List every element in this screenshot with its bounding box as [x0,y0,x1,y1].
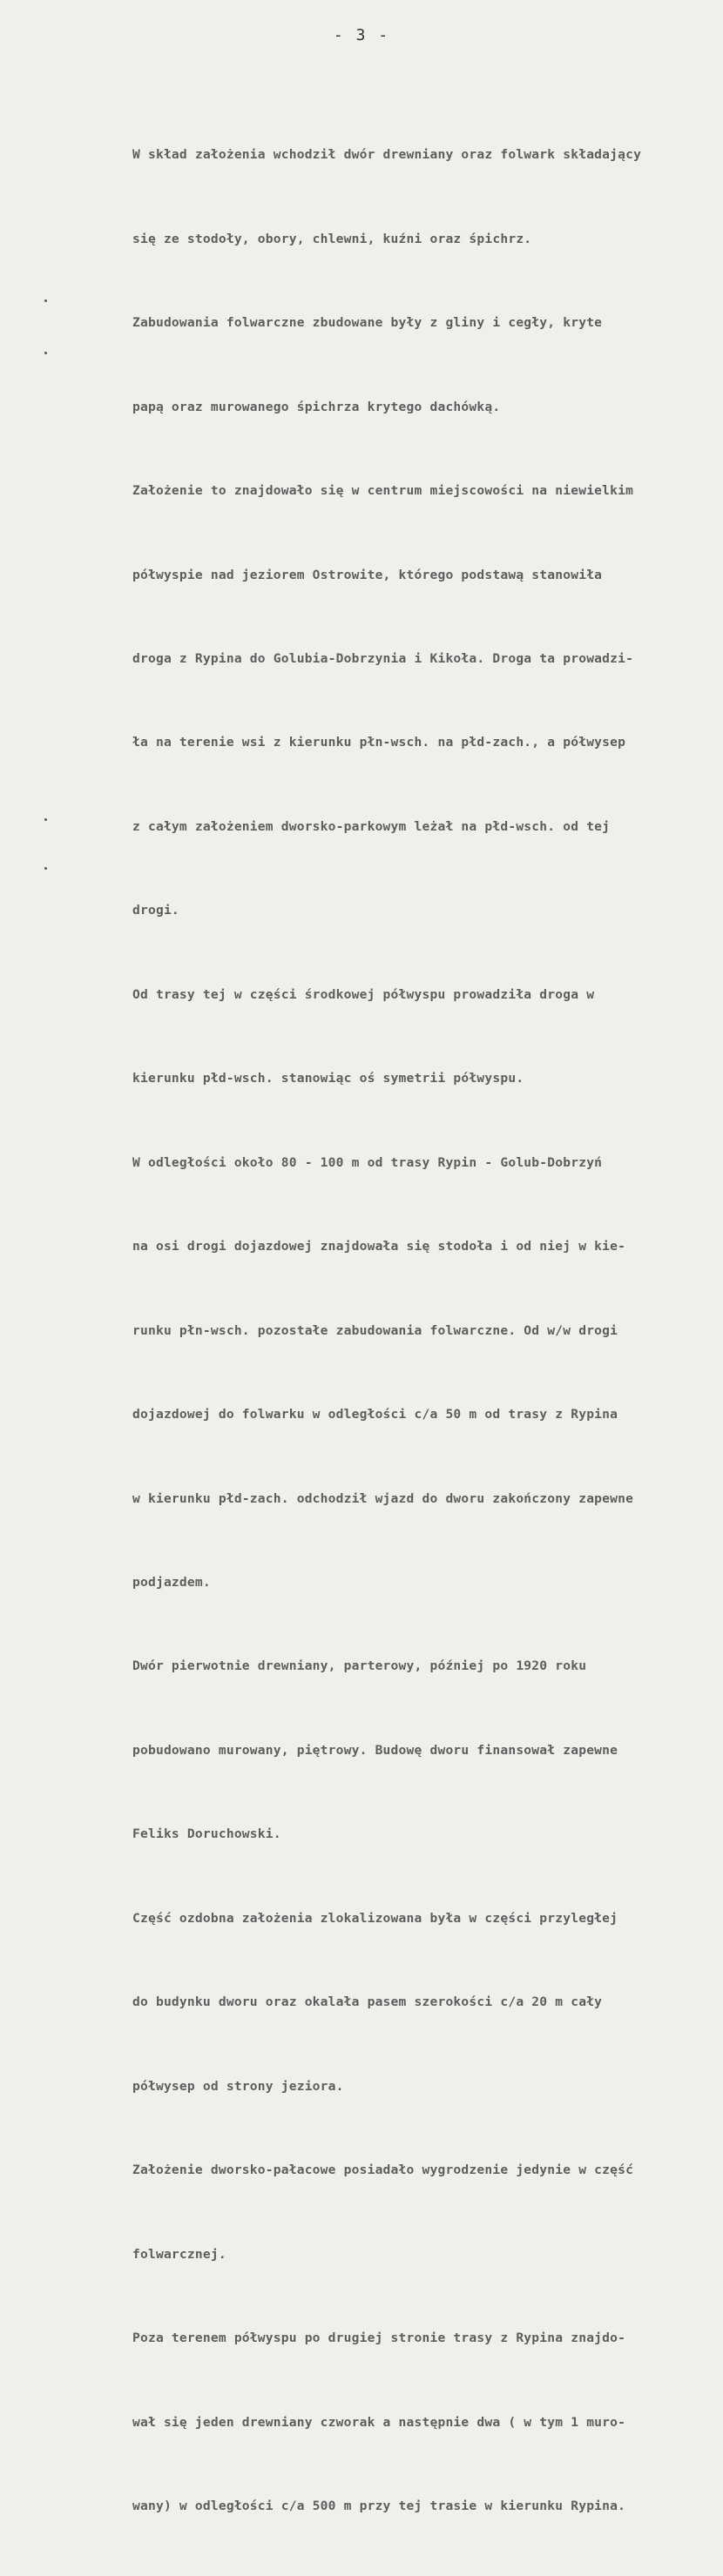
text-line: W odległości około 80 - 100 m od trasy Rypin - Golub-Dobrzyń [132,1154,603,1170]
text-line: Zabudowania folwarczne zbudowane były z gliny i cegły, kryte [132,315,603,331]
text-line: Założenie dworsko-pałacowe posiadało wygrodzenie jedynie w część [132,2162,634,2178]
text-line: W skład założenia wchodził dwór drewniany oraz folwark składający [132,147,642,163]
text-line: pobudowano murowany, piętrowy. Budowę dworu finansował zapewne [132,1742,618,1758]
text-line: Od trasy tej w części środkowej półwyspu prowadziła droga w [132,986,595,1002]
text-line: na osi drogi dojazdowej znajdowała się stodoła i od niej w kie- [132,1239,626,1254]
margin-dot [44,818,47,821]
text-line: papą oraz murowanego śpichrza krytego dachówką. [132,399,501,414]
text-line: Założenie to znajdowało się w centrum miejscowości na niewielkim [132,483,634,499]
text-line: kierunku płd-wsch. stanowiąc oś symetrii półwyspu. [132,1071,524,1086]
text-line: do budynku dworu oraz okalała pasem szerokości c/a 20 m cały [132,1994,603,2010]
text-line: ła na terenie wsi z kierunku płn-wsch. na płd-zach., a półwysep [132,735,626,750]
text-line: droga z Rypina do Golubia-Dobrzynia i Kikoła. Droga ta prowadzi- [132,651,634,667]
text-line: runku płn-wsch. pozostałe zabudowania folwarczne. Od w/w drogi [132,1322,618,1338]
text-line: półwysep od strony jeziora. [132,2078,344,2094]
page-number: - 3 - [333,26,390,44]
margin-dot [44,867,47,870]
text-line: wał się jeden drewniany czworak a następnie dwa ( w tym 1 muro- [132,2414,626,2430]
text-line: półwyspie nad jeziorem Ostrowite, którego podstawą stanowiła [132,567,603,582]
margin-dot [44,299,47,302]
body-text [132,85,716,2576]
text-line: się ze stodoły, obory, chlewni, kuźni oraz śpichrz. [132,231,532,246]
text-line: z całym założeniem dworsko-parkowym leżał na płd-wsch. od tej [132,818,611,834]
text-line: dojazdowej do folwarku w odległości c/a 50 m od trasy z Rypina [132,1407,618,1423]
text-line: Część ozdobna założenia zlokalizowana była w części przyległej [132,1910,618,1926]
text-line: drogi. [132,903,179,918]
text-line: folwarcznej. [132,2246,226,2262]
text-line: Dwór pierwotnie drewniany, parterowy, później po 1920 roku [132,1658,587,1674]
text-line: Poza terenem półwyspu po drugiej stronie trasy z Rypina znajdo- [132,2331,626,2346]
text-line: podjazdem. [132,1575,211,1591]
text-line: w kierunku płd-zach. odchodził wjazd do dworu zakończony zapewne [132,1490,634,1506]
text-line: wany) w odległości c/a 500 m przy tej trasie w kierunku Rypina. [132,2499,626,2513]
text-line: Feliks Doruchowski. [132,1826,281,1842]
margin-dot [44,352,47,354]
